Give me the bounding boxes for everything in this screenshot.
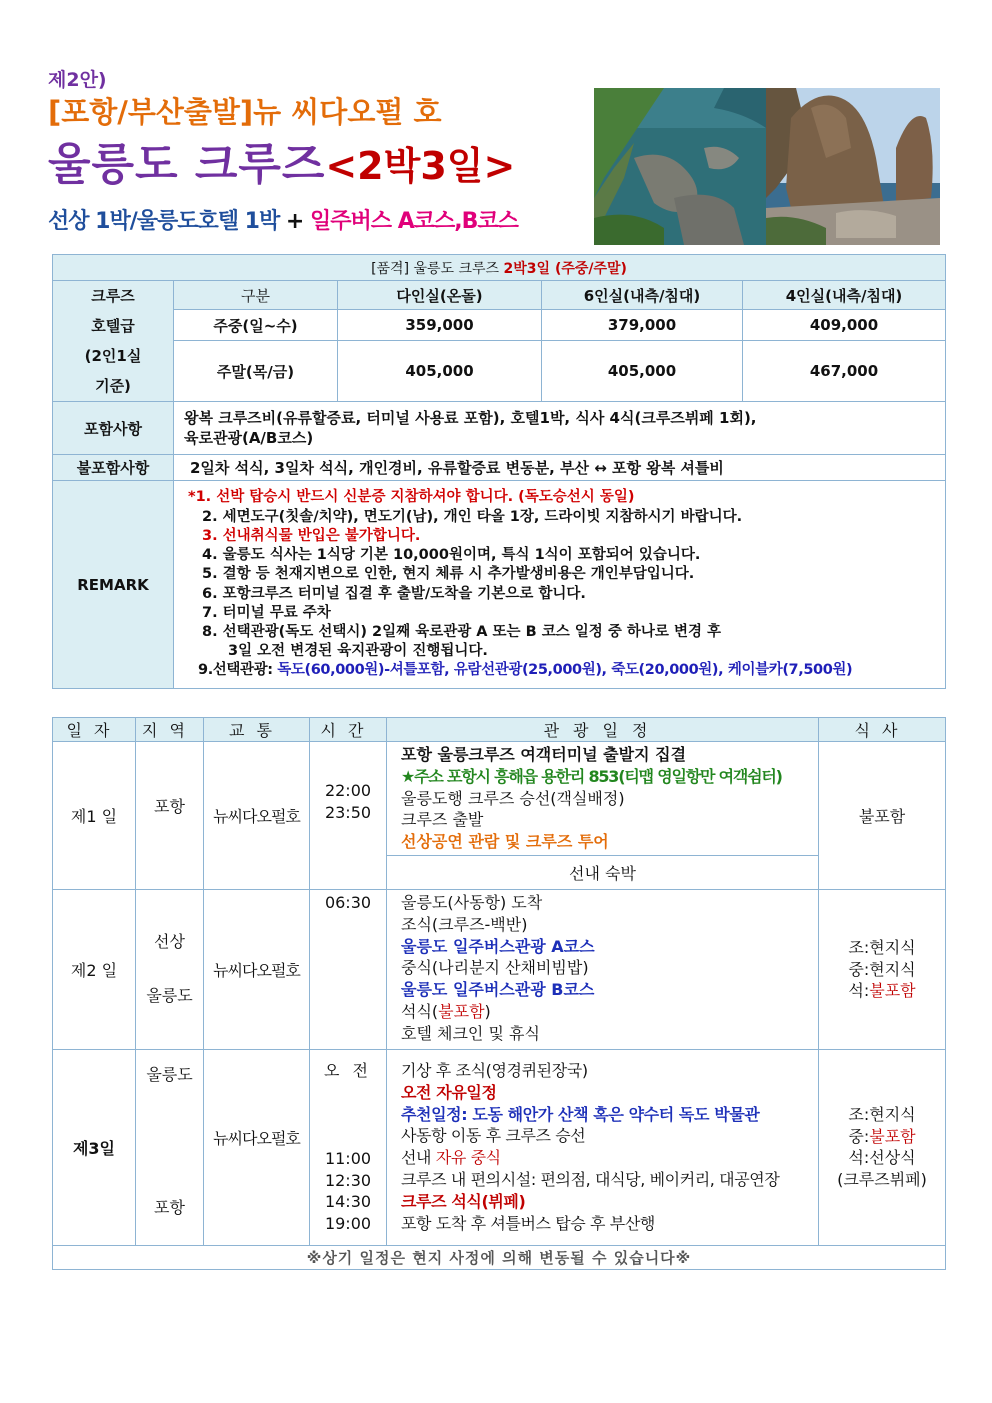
meal-cell bbox=[819, 1049, 946, 1245]
price-cell: 467,000 bbox=[743, 341, 946, 402]
subtitle-left: 선상 1박/울릉도호텔 1박 bbox=[48, 209, 280, 234]
remark-item: 3. 선내취식물 반입은 불가합니다. bbox=[202, 527, 421, 544]
time-item: 11:00 bbox=[324, 1148, 372, 1168]
itinerary-item: 크루즈 내 편의시설: 편의점, 대식당, 베이커리, 대공연장 bbox=[401, 1169, 780, 1189]
remark-item: 3일 오전 변경된 육지관광이 진행됩니다. bbox=[228, 643, 488, 660]
itinerary-item: 울릉도(사동항) 도착 bbox=[401, 892, 543, 912]
room-type-header bbox=[53, 281, 174, 402]
itinerary-item: 사동항 이동 후 크루즈 승선 bbox=[401, 1126, 586, 1146]
band-prefix: [품격] 울릉도 크루즈 bbox=[371, 260, 500, 277]
price-cell: 359,000 bbox=[338, 310, 542, 341]
time-list bbox=[310, 1049, 387, 1245]
header-time: 시간 bbox=[310, 718, 387, 742]
region-label: 울릉도 bbox=[146, 1064, 193, 1084]
transport-label: 뉴씨다오펄호 bbox=[204, 1049, 310, 1245]
room-header: 4인실(내측/침대) bbox=[743, 281, 946, 310]
itinerary-item: 크루즈 출발 bbox=[401, 810, 484, 830]
header-day: 일자 bbox=[53, 718, 136, 742]
time-item: 23:50 bbox=[324, 802, 372, 822]
price-table bbox=[52, 254, 946, 689]
subtitle-plus: + bbox=[285, 209, 304, 234]
rock-photo bbox=[766, 88, 940, 245]
row-header-line: 기준) bbox=[95, 377, 131, 395]
itinerary-item: 크루즈 석식(뷔페) bbox=[401, 1191, 526, 1211]
meal-item: 조:현지식 bbox=[848, 1104, 916, 1124]
meal-cell bbox=[819, 889, 946, 1049]
exclude-text: 2일차 석식, 3일차 석식, 개인경비, 유류할증료 변동분, 부산 ↔ 포항 왕복 셔틀비 bbox=[174, 455, 946, 481]
plan-label: 제2안) bbox=[48, 69, 107, 91]
itinerary-item: 선상공연 관람 및 크루즈 투어 bbox=[401, 832, 609, 852]
remark-item: 8. 선택관광(독도 선택시) 2일째 육로관광 A 또는 B 코스 일정 중 하나로 변경 후 bbox=[202, 623, 722, 640]
header-transport: 교통 bbox=[204, 718, 310, 742]
weekend-label: 주말(목/금) bbox=[174, 341, 338, 402]
time-item: 06:30 bbox=[310, 889, 387, 1049]
dinner-suffix: ) bbox=[484, 1001, 491, 1021]
row-header-line: 크루즈 bbox=[91, 287, 135, 305]
time-item: 12:30 bbox=[324, 1170, 372, 1190]
header-region: 지역 bbox=[136, 718, 204, 742]
itinerary-item: 울릉도행 크루즈 승선(객실배정) bbox=[401, 788, 625, 808]
time-item: 19:00 bbox=[324, 1214, 372, 1234]
departure-title: [포항/부산출발]뉴 씨다오펄 호 bbox=[48, 95, 442, 129]
remark-item: 4. 울릉도 식사는 1식당 기본 10,000원이며, 특식 1식이 포함되어 있습니다. bbox=[202, 547, 701, 564]
day-label: 제3일 bbox=[53, 1049, 136, 1245]
day2-row bbox=[53, 889, 946, 1049]
dinner-prefix: 석식( bbox=[401, 1001, 439, 1021]
nights-label: <2박3일> bbox=[325, 144, 516, 188]
main-title-line bbox=[48, 140, 588, 199]
header bbox=[48, 68, 588, 237]
time-item: 오 전 bbox=[324, 1060, 372, 1080]
itinerary-item bbox=[401, 1001, 818, 1023]
meal-item bbox=[819, 1126, 945, 1148]
row-header-line: (2인1실 bbox=[84, 347, 142, 365]
stay-label: 선내 숙박 bbox=[387, 855, 819, 889]
region-label: 포항 bbox=[136, 742, 204, 890]
itinerary-list bbox=[387, 889, 819, 1049]
itinerary-item bbox=[401, 1147, 818, 1169]
meal-item: 조:현지식 bbox=[848, 937, 916, 957]
remark-item: 7. 터미널 무료 주차 bbox=[202, 604, 331, 621]
itinerary-item: 중식(나리분지 산채비빔밥) bbox=[401, 958, 589, 978]
region-label: 포항 bbox=[154, 1197, 185, 1217]
transport-label: 뉴씨다오펄호 bbox=[204, 742, 310, 890]
itinerary-list bbox=[387, 742, 819, 856]
exclude-label: 불포함사항 bbox=[53, 455, 174, 481]
itinerary-item: 울릉도 일주버스관광 B코스 bbox=[401, 980, 595, 1000]
meal-prefix: 석: bbox=[848, 981, 870, 1001]
schedule-footer: ※상기 일정은 현지 사정에 의해 변동될 수 있습니다※ bbox=[53, 1245, 946, 1269]
itinerary-item: 조식(크루즈-백반) bbox=[401, 914, 528, 934]
region-label: 선상 bbox=[154, 932, 185, 952]
day-label: 제1 일 bbox=[53, 742, 136, 890]
itinerary-item: 추천일정: 도동 해안가 산책 혹은 약수터 독도 박물관 bbox=[401, 1104, 760, 1124]
room-header: 6인실(내측/침대) bbox=[542, 281, 743, 310]
region-cell bbox=[136, 1049, 204, 1245]
price-cell: 379,000 bbox=[542, 310, 743, 341]
itinerary-item: 포항 울릉크루즈 여객터미널 출발지 집결 bbox=[401, 745, 687, 764]
subtitle-line bbox=[48, 207, 588, 237]
room-header: 다인실(온돌) bbox=[338, 281, 542, 310]
remark-item: 2. 세면도구(칫솔/치약), 면도기(남), 개인 타올 1장, 드라이빗 지참하시기 바랍니다. bbox=[202, 508, 743, 525]
remark-item: 5. 결항 등 천재지변으로 인한, 현지 체류 시 추가발생비용은 개인부담입니다. bbox=[202, 566, 695, 583]
price-band bbox=[53, 255, 946, 281]
include-line: 육로관광(A/B코스) bbox=[184, 429, 314, 447]
col-header: 구분 bbox=[174, 281, 338, 310]
day-label: 제2 일 bbox=[53, 889, 136, 1049]
itinerary-item: 포항 도착 후 셔틀버스 탑승 후 부산행 bbox=[401, 1213, 655, 1233]
remark-item bbox=[188, 661, 937, 680]
main-title: 울릉도 크루즈 bbox=[48, 139, 326, 190]
itinerary-item: 호텔 체크인 및 휴식 bbox=[401, 1023, 540, 1043]
region-label: 울릉도 bbox=[146, 986, 193, 1006]
time-item: 14:30 bbox=[324, 1192, 372, 1212]
row-header-line: 호텔급 bbox=[91, 317, 135, 335]
schedule-header-row bbox=[53, 718, 946, 742]
meal-item: (크루즈뷔페) bbox=[837, 1170, 927, 1190]
lunch-status: 자유 중식 bbox=[435, 1148, 501, 1168]
remark-label: REMARK bbox=[53, 481, 174, 689]
band-red: 2박3일 (주중/주말) bbox=[503, 260, 627, 277]
time-list bbox=[310, 742, 387, 890]
price-cell: 405,000 bbox=[338, 341, 542, 402]
meal-prefix: 중: bbox=[848, 1126, 870, 1146]
include-text bbox=[174, 402, 946, 455]
transport-label: 뉴씨다오펄호 bbox=[204, 889, 310, 1049]
time-item: 22:00 bbox=[324, 781, 372, 800]
subtitle-right: 일주버스 A코스,B코스 bbox=[310, 209, 518, 234]
price-cell: 409,000 bbox=[743, 310, 946, 341]
header-itinerary: 관광일정 bbox=[387, 718, 819, 742]
remark-list bbox=[174, 481, 946, 689]
remark-option-list: 독도(60,000원)-셔틀포함, 유람선관광(25,000원), 죽도(20,000원), 케이블카(7,500원) bbox=[277, 662, 853, 679]
meal-cell: 불포함 bbox=[819, 742, 946, 890]
schedule-table bbox=[52, 717, 946, 1270]
photo-strip bbox=[594, 88, 940, 245]
itinerary-list bbox=[387, 1049, 819, 1245]
meal-status: 불포함 bbox=[869, 1126, 916, 1146]
itinerary-item: 오전 자유일정 bbox=[401, 1082, 497, 1102]
meal-item: 석:선상식 bbox=[848, 1148, 916, 1168]
day1-row bbox=[53, 742, 946, 856]
region-cell bbox=[136, 889, 204, 1049]
weekday-label: 주중(일~수) bbox=[174, 310, 338, 341]
remark-item: *1. 선박 탑승시 반드시 신분증 지참하셔야 합니다. (독도승선시 동일) bbox=[188, 489, 635, 506]
price-cell: 405,000 bbox=[542, 341, 743, 402]
remark-option-label: 9.선택관광: bbox=[198, 662, 273, 679]
itinerary-item: ★주소 포항시 흥해읍 용한리 853(티맵 영일항만 여객쉼터) bbox=[401, 766, 782, 786]
meal-status: 불포함 bbox=[869, 981, 916, 1001]
remark-item: 6. 포항크루즈 터미널 집결 후 출발/도착을 기본으로 합니다. bbox=[202, 585, 586, 602]
itinerary-item: 울릉도 일주버스관광 A코스 bbox=[401, 936, 595, 956]
itinerary-item: 기상 후 조식(영경퀴된장국) bbox=[401, 1060, 588, 1080]
include-line: 왕복 크루즈비(유류할증료, 터미널 사용료 포함), 호텔1박, 식사 4식(크루즈뷔페 1회), bbox=[184, 409, 757, 427]
meal-item bbox=[819, 980, 945, 1002]
day3-row bbox=[53, 1049, 946, 1245]
header-meal: 식사 bbox=[819, 718, 946, 742]
meal-item: 중:현지식 bbox=[848, 959, 916, 979]
include-label: 포함사항 bbox=[53, 402, 174, 455]
coast-photo bbox=[594, 88, 766, 245]
lunch-prefix: 선내 bbox=[401, 1148, 436, 1168]
dinner-status: 불포함 bbox=[438, 1001, 485, 1021]
